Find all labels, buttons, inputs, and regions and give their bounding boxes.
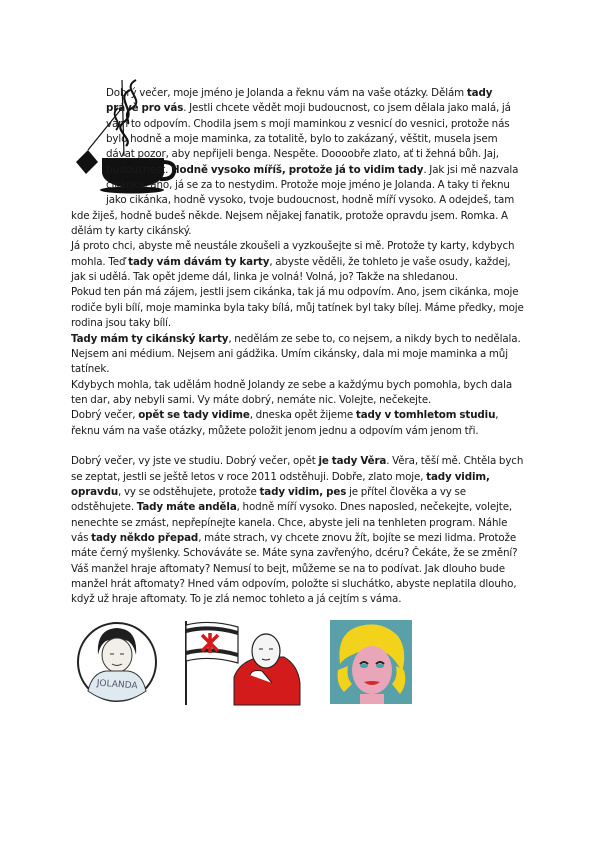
bold-run: tady vám dávám ty karty	[128, 255, 270, 268]
bold-run: Hodně vysoko míříš, protože já to vidim tady	[171, 163, 424, 176]
text-run: , abyste věděli, že tohleto je vaše osudy, každej, jak si udělá. Tak opět jdeme dál, linka je volná! Volná, jo? Takže na shledanou.	[71, 255, 511, 284]
flag-portrait-icon	[180, 617, 302, 707]
popart-portrait-icon	[330, 620, 412, 704]
text-run: Dobrý večer, vy jste ve studiu. Dobrý večer, opět	[71, 455, 319, 468]
bold-run: je tady Věra	[318, 455, 387, 468]
bold-run: tady v tomhletom studiu	[355, 409, 496, 422]
cup-float-spacer	[0, 86, 106, 205]
bold-run: tady někdo přepad	[91, 531, 199, 544]
paragraph	[71, 454, 525, 607]
paragraph	[71, 378, 525, 409]
paragraph	[71, 86, 525, 239]
bold-run: Tady mám ty cikánský karty	[71, 332, 229, 345]
text-run: . Jak jsi mě nazvala cikánka, ano, já se za to nestydim. Protože moje jméno je Jolanda. A taky ti řeknu jako cikánka, hodně vysoko, tvoje budoucnost, hodně míří vysoko. A odejdeš, tam kde žiješ, hodně budeš někde. Nejsem nějakej fanatik, protože opravdu jsem. Romka. A dělám ty karty cikánský.	[71, 163, 519, 238]
article-text	[71, 86, 525, 608]
text-run: , máte strach, vy chcete znovu žít, bojíte se mezi lidma. Protože máte černý myšlenky. Schováváte se. Máte syna zavřenýho, dcéru? Čekáte, že se změní? Váš manžel hraje aftomaty? Nemusí to bejt, můžeme se na to podívat. Jak dlouho bude manžel hrát aftomaty? Hned vám odpovím, položte si sluchátko, abyste neplatila dlouho, když už hraje aftomaty. To je zlá nemoc tohleto a já cejtím s váma.	[71, 531, 518, 606]
text-run: , nedělám ze sebe to, co nejsem, a nikdy bych to nedělala. Nejsem ani médium. Nejsem ani gádžika. Umím cikánsky, dala mi moje maminka a můj tatínek.	[71, 332, 521, 376]
text-run: je přítel člověka a vy se odstěhujete.	[71, 485, 466, 514]
text-run: Dobrý večer, moje jméno je Jolanda a řeknu vám na vaše otázky. Dělám	[106, 87, 467, 99]
bold-run: tady vidim, opravdu	[71, 470, 490, 498]
text-run: Pokud ten pán má zájem, jestli jsem cikánka, tak já mu odpovím. Ano, jsem cikánka, moje rodiče byli bílí, moje maminka byla taky bílá, můj tatínek byl taky bílej. Máme předky, moje rodina jsou taky bílí.	[71, 286, 524, 330]
text-run: . Jestli chcete vědět moji budoucnost, co jsem dělala jako malá, já vám to odpovím. Chodila jsem s moji maminkou z vesnicí do vesnici, protože nás bylo hodně a moje maminka, za totalitě, bylo to zakázaný, věštit, musela jsem dávat pozor, aby nepřijeli benga. Nespěte. Doooobře zlato, ať ti žehná bůh. Jaj, budoucnost.	[106, 102, 511, 176]
bold-run: tady vidim, pes	[259, 485, 347, 498]
paragraph	[71, 285, 525, 331]
text-run: Já proto chci, abyste mě neustále zkoušeli a vyzkoušejte si mě. Protože ty karty, kdybych mohla. Teď	[71, 240, 515, 268]
badge-text: JOLANDA	[96, 678, 138, 692]
paragraph	[71, 408, 525, 439]
blank-line	[71, 439, 525, 454]
bold-run: opět se tady vidime	[138, 409, 250, 422]
text-run: , hodně míří vysoko. Dnes naposled, nečekejte, volejte, nenechte se zmást, nepřepínejte kanela. Chce, abyste jeli na tenhleten program. Náhle vás	[71, 501, 513, 544]
bold-run: tady právě pro vás	[106, 87, 493, 115]
bold-run: Tady máte anděla	[136, 501, 237, 514]
paragraph	[71, 239, 525, 285]
text-run: Kdybych mohla, tak udělám hodně Jolandy ze sebe a každýmu bych pomohla, bych dala ten dar, aby nebyli sami. Vy máte dobrý, nemáte nic. Volejte, nečekejte.	[71, 378, 513, 406]
text-run: , vy se odstěhujete, protože	[118, 485, 260, 498]
paragraph	[71, 332, 525, 378]
text-run: Dobrý večer,	[71, 409, 139, 422]
text-run: . Věra, těší mě. Chtěla bych se zeptat, jestli se ještě letos v roce 2011 odstěhuji. Dobře, zlato moje,	[71, 455, 524, 483]
jolanda-portrait-icon	[76, 621, 158, 703]
text-run: , dneska opět žijeme	[249, 409, 356, 422]
text-run: , řeknu vám na vaše otázky, můžete položit jenom jednu a odpovím vám jenom tři.	[71, 409, 499, 437]
